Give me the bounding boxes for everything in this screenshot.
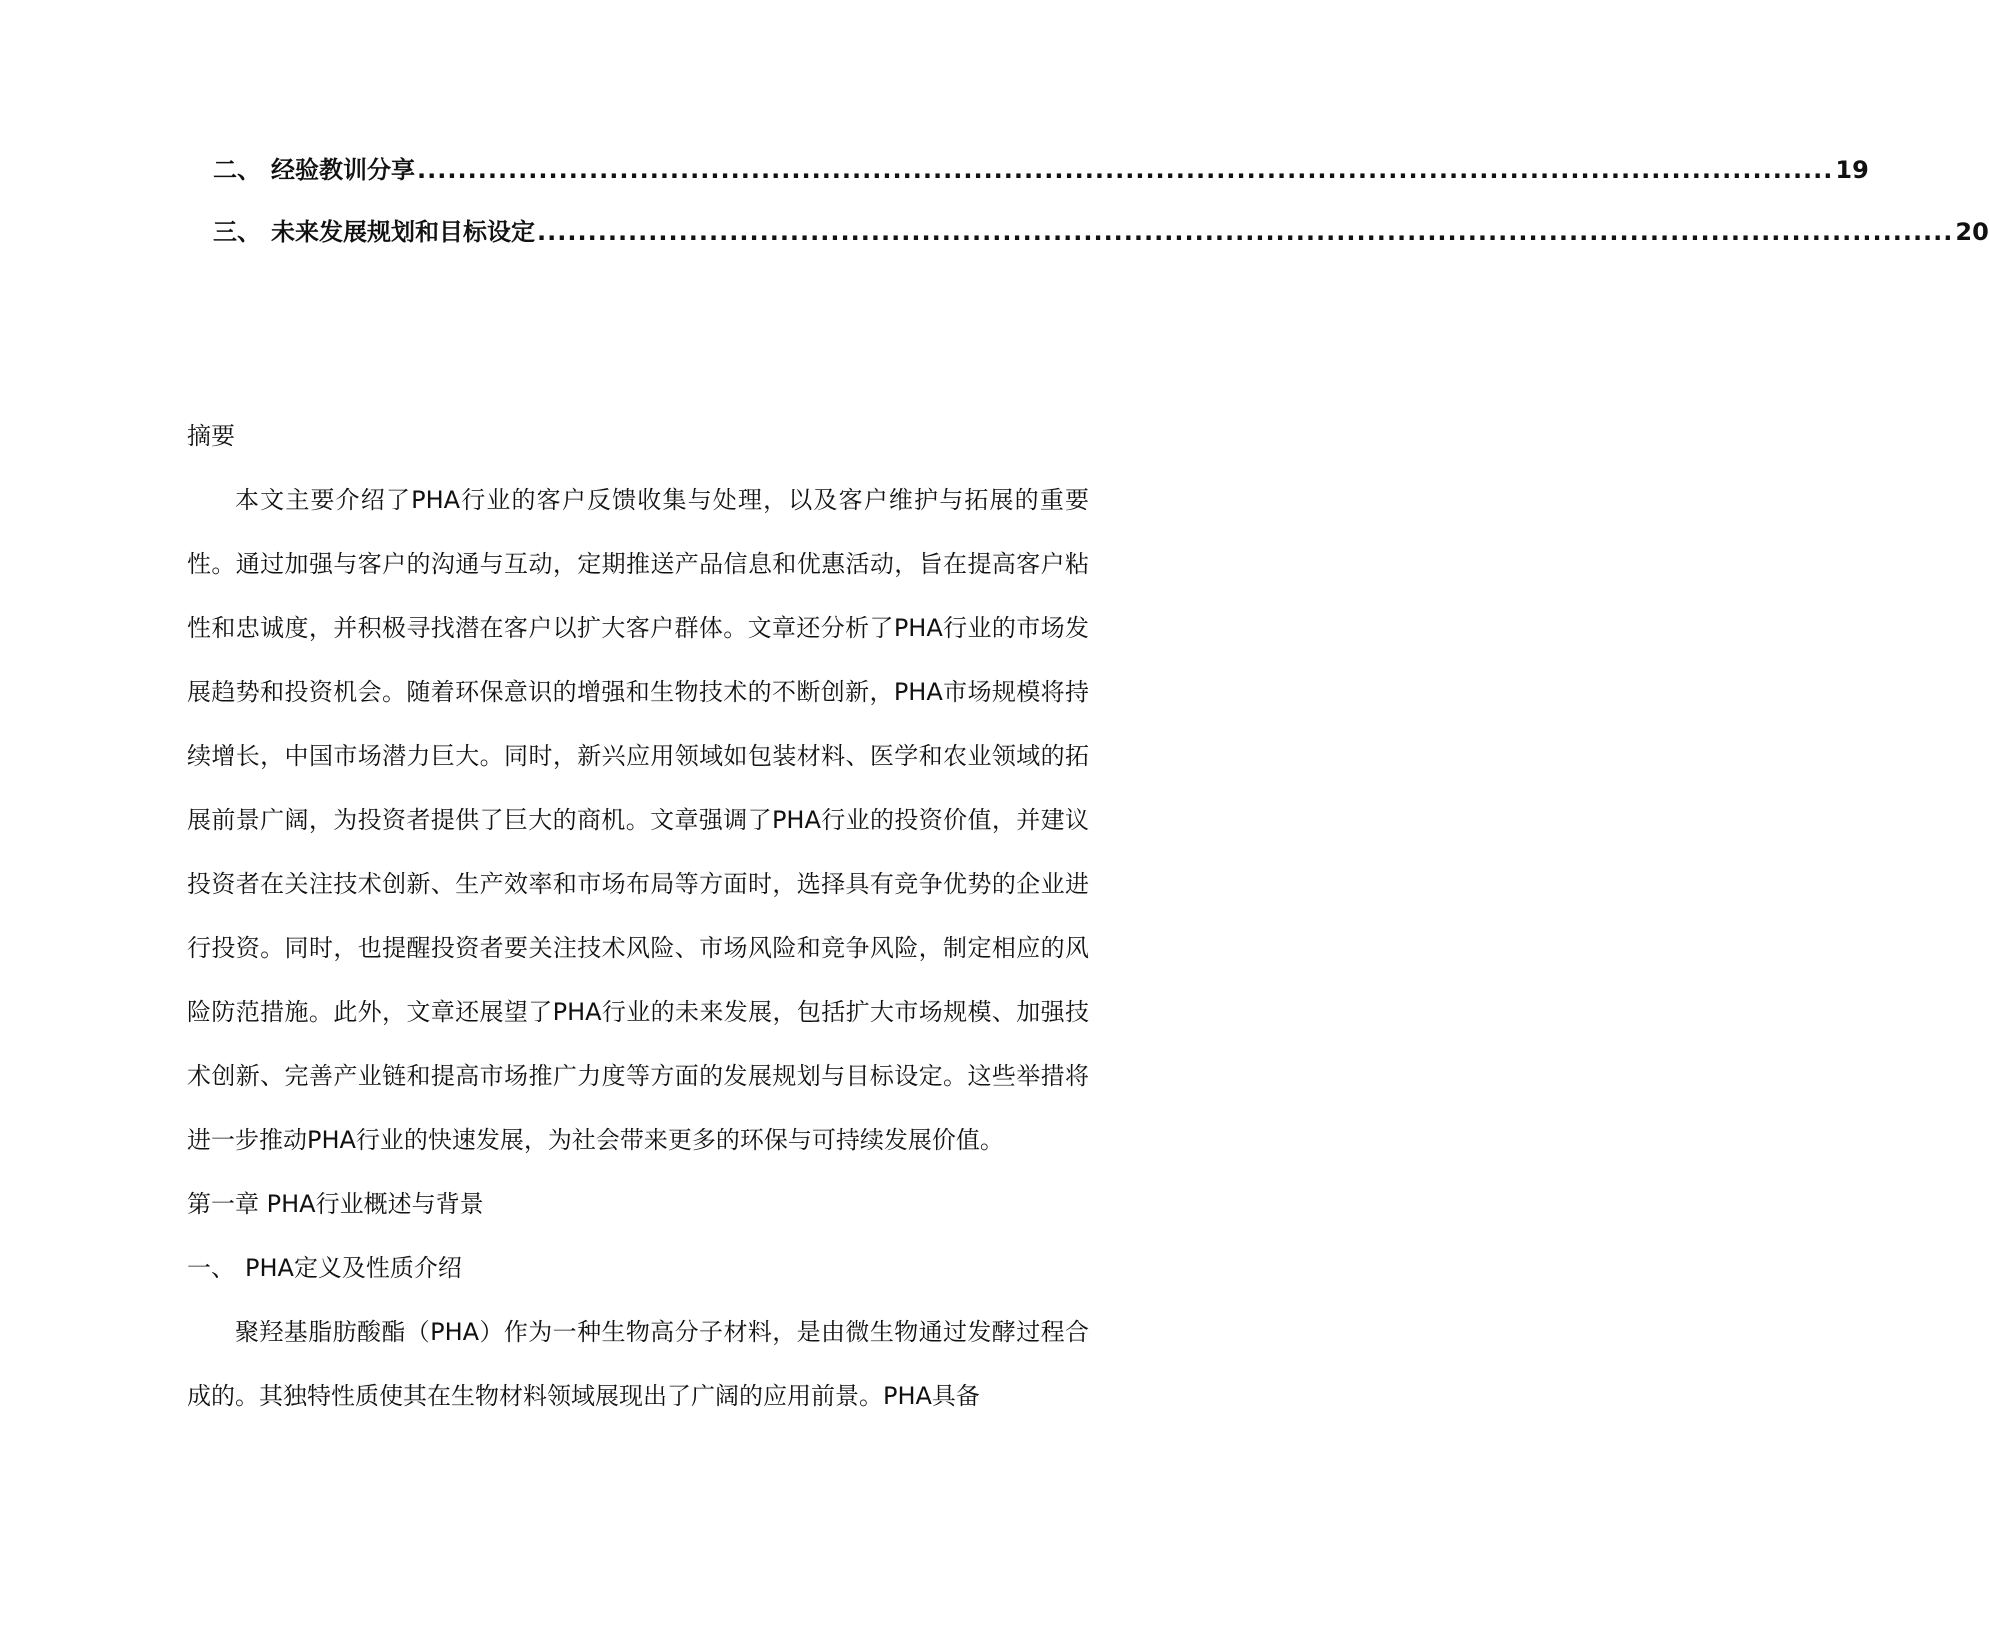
chapter-title: 第一章 PHA行业概述与背景 [187,1190,484,1218]
toc-entry-number: 三、 [213,218,261,246]
section-paragraph: 聚羟基脂肪酸酯（PHA）作为一种生物高分子材料，是由微生物通过发酵过程合成的。其独特性质使其在生物材料领域展现出了广阔的应用前景。PHA具备 [187,1318,1089,1410]
section-heading [187,1236,1089,1300]
toc-entry-page: 20 [1955,218,1989,246]
section-title: PHA定义及性质介绍 [245,1254,462,1282]
abstract-paragraph: 本文主要介绍了PHA行业的客户反馈收集与处理，以及客户维护与拓展的重要性。通过加强与客户的沟通与互动，定期推送产品信息和优惠活动，旨在提高客户粘性和忠诚度，并积极寻找潜在客户以扩大客户群体。文章还分析了PHA行业的市场发展趋势和投资机会。随着环保意识的增强和生物技术的不断创新，PHA市场规模将持续增长，中国市场潜力巨大。同时，新兴应用领域如包装材料、医学和农业领域的拓展前景广阔，为投资者提供了巨大的商机。文章强调了PHA行业的投资价值，并建议投资者在关注技术创新、生产效率和市场布局等方面时，选择具有竞争优势的企业进行投资。同时，也提醒投资者要关注技术风险、市场风险和竞争风险，制定相应的风险防范措施。此外，文章还展望了PHA行业的未来发展，包括扩大市场规模、加强技术创新、完善产业链和提高市场推广力度等方面的发展规划与目标设定。这些举措将进一步推动PHA行业的快速发展，为社会带来更多的环保与可持续发展价值。 [187,486,1089,1154]
toc-entry-number: 二、 [213,156,261,184]
toc-entry[interactable] [213,212,1989,274]
toc-leader-dots: ............................................................................................................................................ [417,156,1834,184]
toc-entry-page: 19 [1835,156,1869,184]
toc-entry[interactable] [213,150,1869,212]
toc-entry-title: 未来发展规划和目标设定 [271,218,535,246]
toc-leader-dots: ............................................................................................................................................ [537,218,1954,246]
abstract-heading: 摘要 [187,422,235,450]
table-of-contents [213,150,1989,274]
section-number: 一、 [187,1254,235,1282]
document-body [187,404,1089,1428]
toc-entry-title: 经验教训分享 [271,156,415,184]
